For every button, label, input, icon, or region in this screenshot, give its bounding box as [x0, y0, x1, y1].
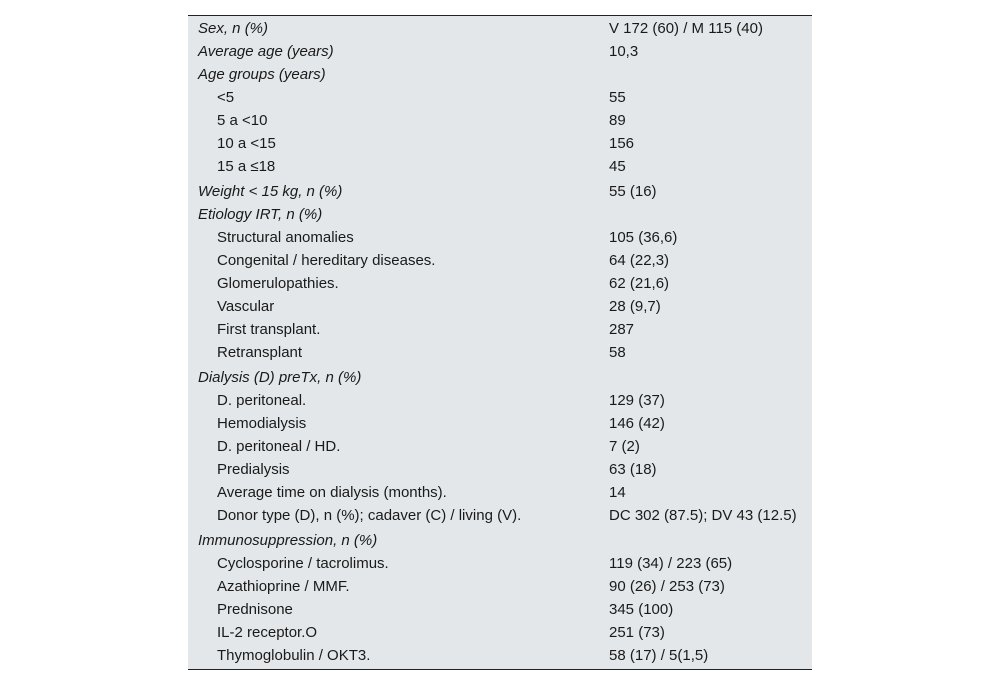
- subcategory-label: <5: [217, 89, 235, 106]
- row-value: [599, 527, 812, 552]
- data-table: [188, 17, 812, 667]
- table-row: [188, 86, 812, 109]
- row-value: 89: [609, 112, 626, 129]
- row-value: [599, 63, 812, 86]
- table-row: [188, 295, 812, 318]
- category-label: Weight < 15 kg, n (%): [198, 183, 343, 200]
- row-value: 58 (17) / 5(1,5): [609, 647, 709, 664]
- table-body: [188, 17, 812, 667]
- category-label: Age groups (years): [198, 66, 326, 83]
- subcategory-label: Prednisone: [217, 601, 293, 618]
- subcategory-label: Hemodialysis: [217, 415, 307, 432]
- table-row: [188, 481, 812, 504]
- table-row: [188, 389, 812, 412]
- row-value: 287: [609, 321, 635, 338]
- subcategory-label: 5 a <10: [217, 112, 268, 129]
- table-row: [188, 249, 812, 272]
- row-value: 251 (73): [609, 624, 665, 641]
- table-row: [188, 226, 812, 249]
- subcategory-label: Average time on dialysis (months).: [217, 484, 447, 501]
- row-value: 129 (37): [609, 392, 665, 409]
- subcategory-label: Vascular: [217, 298, 275, 315]
- subcategory-label: Glomerulopathies.: [217, 275, 339, 292]
- row-value: DC 302 (87.5); DV 43 (12.5): [609, 507, 797, 524]
- row-value: 14: [609, 484, 626, 501]
- row-value: 58: [609, 344, 626, 361]
- table-row: [188, 621, 812, 644]
- row-value: 63 (18): [609, 461, 657, 478]
- category-label: Etiology IRT, n (%): [198, 206, 323, 223]
- table-row: [188, 527, 812, 552]
- table-row: [188, 155, 812, 178]
- subcategory-label: Thymoglobulin / OKT3.: [217, 647, 371, 664]
- row-value: 119 (34) / 223 (65): [609, 555, 733, 572]
- subcategory-label: Predialysis: [217, 461, 290, 478]
- subcategory-label: IL-2 receptor.O: [217, 624, 318, 641]
- row-value: 55 (16): [609, 183, 657, 200]
- row-value: 55: [609, 89, 626, 106]
- row-value: 7 (2): [609, 438, 640, 455]
- table-row: [188, 272, 812, 295]
- table-row: [188, 435, 812, 458]
- row-value: 345 (100): [609, 601, 674, 618]
- row-value: 64 (22,3): [609, 252, 670, 269]
- row-value: [599, 364, 812, 389]
- row-value: 146 (42): [609, 415, 665, 432]
- subcategory-label: Donor type (D), n (%); cadaver (C) / living (V).: [217, 507, 522, 524]
- table-row: [188, 40, 812, 63]
- table-row: [188, 17, 812, 40]
- row-value: [599, 203, 812, 226]
- subcategory-label: Congenital / hereditary diseases.: [217, 252, 436, 269]
- subcategory-label: Structural anomalies: [217, 229, 354, 246]
- table-row: [188, 364, 812, 389]
- table-row: [188, 132, 812, 155]
- subcategory-label: D. peritoneal / HD.: [217, 438, 341, 455]
- row-value: 156: [609, 135, 635, 152]
- table-row: [188, 109, 812, 132]
- table-row: [188, 552, 812, 575]
- row-value: 90 (26) / 253 (73): [609, 578, 725, 595]
- table-row: [188, 178, 812, 203]
- table-row: [188, 412, 812, 435]
- table-row: [188, 598, 812, 621]
- category-label: Dialysis (D) preTx, n (%): [198, 369, 362, 386]
- table-row: [188, 318, 812, 341]
- row-value: 62 (21,6): [609, 275, 670, 292]
- subcategory-label: Retransplant: [217, 344, 303, 361]
- row-value: 28 (9,7): [609, 298, 661, 315]
- table-row: [188, 63, 812, 86]
- category-label: Sex, n (%): [198, 20, 269, 37]
- table-row: [188, 504, 812, 527]
- row-value: 105 (36,6): [609, 229, 678, 246]
- subcategory-label: First transplant.: [217, 321, 321, 338]
- category-label: Average age (years): [198, 43, 334, 60]
- category-label: Immunosuppression, n (%): [198, 532, 378, 549]
- table-row: [188, 458, 812, 481]
- subcategory-label: Azathioprine / MMF.: [217, 578, 350, 595]
- subcategory-label: D. peritoneal.: [217, 392, 307, 409]
- subcategory-label: 10 a <15: [217, 135, 276, 152]
- subcategory-label: Cyclosporine / tacrolimus.: [217, 555, 389, 572]
- row-value: 10,3: [609, 43, 639, 60]
- table-row: [188, 341, 812, 364]
- row-value: V 172 (60) / M 115 (40): [609, 20, 763, 37]
- table-row: [188, 644, 812, 667]
- table-row: [188, 575, 812, 598]
- table-row: [188, 203, 812, 226]
- subcategory-label: 15 a ≤18: [217, 158, 276, 175]
- patient-characteristics-table: [188, 15, 812, 670]
- row-value: 45: [609, 158, 626, 175]
